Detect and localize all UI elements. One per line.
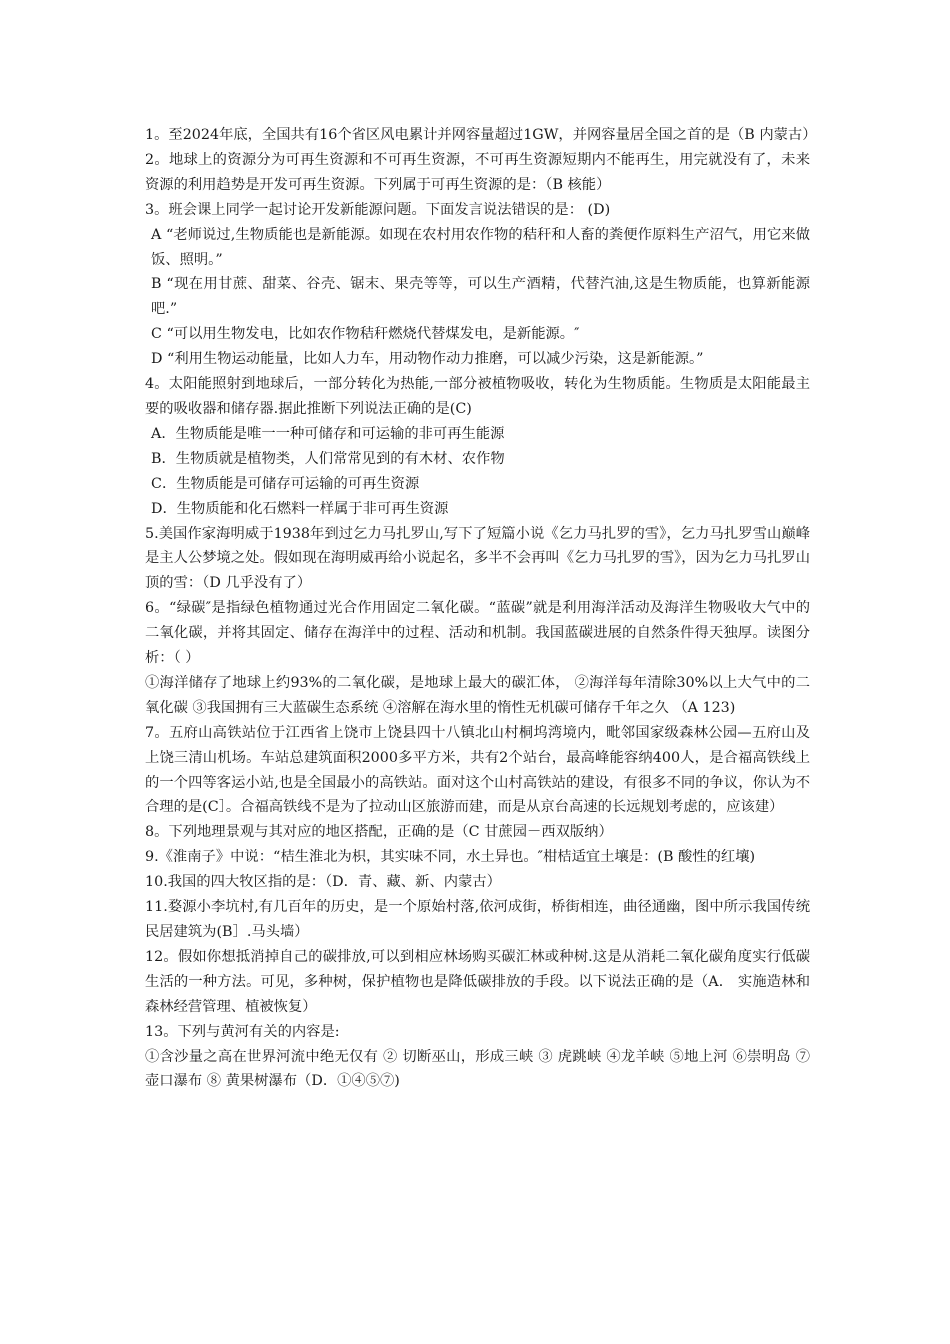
option-q4-b: B．生物质就是植物类，人们常常见到的有木材、农作物 <box>151 450 505 467</box>
option-q3-d: D “利用生物运动能量，比如人力车，用动物作动力推磨，可以减少污染，这是新能源。” <box>151 351 704 368</box>
paragraph-q8: 8。下列地理景观与其对应的地区搭配，正确的是（C 甘蔗园－西双版纳） <box>145 824 613 841</box>
option-q4-d: D．生物质能和化石燃料一样属于非可再生资源 <box>151 500 449 517</box>
document-body <box>145 123 817 1094</box>
option-q4-a: A．生物质能是唯一一种可储存和可运输的非可再生能源 <box>151 425 505 442</box>
option-q3-a: A “老师说过,生物质能也是新能源。如现在农村用农作物的秸秆和人畜的粪便作原料生产沼气，用它来做饭、照明。” <box>151 226 810 268</box>
paragraph-q11: 11.婺源小李坑村,有几百年的历史，是一个原始村落,依河成街，桥街相连，曲径通幽，图中所示我国传统民居建筑为(B］.马头墙） <box>145 899 810 940</box>
paragraph-q3: 3。班会课上同学一起讨论开发新能源问题。下面发言说法错误的是： (D) <box>145 201 611 218</box>
paragraph-q13-items: ①含沙量之高在世界河流中绝无仅有 ② 切断巫山，形成三峡 ③ 虎跳峡 ④龙羊峡 ⑤地上河 ⑥崇明岛 ⑦ 壶口瀑布 ⑧ 黄果树瀑布（D．①④⑤⑦) <box>145 1048 810 1090</box>
paragraph-q1: 1。至2024年底，全国共有16个省区风电累计并网容量超过1GW，并网容量居全国之首的是（B 内蒙古） <box>145 127 817 143</box>
option-q3-b: B “现在用甘蔗、甜菜、谷壳、锯末、果壳等等，可以生产酒精，代替汽油,这是生物质能，也算新能源吧.” <box>151 276 810 318</box>
paragraph-q9: 9.《淮南子》中说：“桔生淮北为枳，其实味不同，水土异也。″柑桔适宜土壤是：(B 酸性的红壤) <box>145 849 756 866</box>
paragraph-q13: 13。下列与黄河有关的内容是: <box>145 1023 340 1040</box>
paragraph-q5: 5.美国作家海明威于1938年到过乞力马扎罗山,写下了短篇小说《乞力马扎罗的雪》，乞力马扎罗雪山巅峰是主人公梦境之处。假如现在海明威再给小说起名，多半不会再叫《乞力马扎罗的雪》，因为乞力马扎罗山顶的雪：（D 几乎没有了） <box>145 525 810 592</box>
paragraph-q10: 10.我国的四大牧区指的是：（D．青、藏、新、内蒙古） <box>145 874 501 891</box>
paragraph-q2: 2。地球上的资源分为可再生资源和不可再生资源，不可再生资源短期内不能再生，用完就没有了，未来资源的利用趋势是开发可再生资源。下列属于可再生资源的是：（B 核能） <box>145 151 810 193</box>
paragraph-q7: 7。五府山高铁站位于江西省上饶市上饶县四十八镇北山村桐坞湾境内，毗邻国家级森林公园—五府山及上饶三清山机场。车站总建筑面积2000多平方米，共有2个站台，最高峰能容纳400人，是合福高铁线上的一个四等客运小站,也是全国最小的高铁站。面对这个山村高铁站的建设，有很多不同的争议，你认为不合理的是(C］。合福高铁线不是为了拉动山区旅游而建，而是从京台高速的长远规划考虑的，应该建） <box>145 724 810 816</box>
paragraph-q12: 12。假如你想抵消掉自己的碳排放,可以到相应林场购买碳汇林或种树.这是从消耗二氧化碳角度实行低碳生活的一种方法。可见，多种树，保护植物也是降低碳排放的手段。以下说法正确的是（A． 实施造林和森林经营管理、植被恢复） <box>145 948 810 1015</box>
paragraph-q6-items: ①海洋储存了地球上约93%的二氧化碳，是地球上最大的碳汇体， ②海洋每年清除30%以上大气中的二氧化碳 ③我国拥有三大蓝碳生态系统 ④溶解在海水里的惰性无机碳可储存千年之久 （A 123) <box>145 674 810 716</box>
paragraph-q4: 4。太阳能照射到地球后，一部分转化为热能,一部分被植物吸收，转化为生物质能。生物质是太阳能最主要的吸收器和储存器.据此推断下列说法正确的是(C) <box>145 376 810 417</box>
paragraph-q6: 6。“绿碳″是指绿色植物通过光合作用固定二氧化碳。“蓝碳”就是利用海洋活动及海洋生物吸收大气中的二氧化碳，并将其固定、储存在海洋中的过程、活动和机制。我国蓝碳进展的自然条件得天独厚。读图分析：（ ） <box>145 600 810 667</box>
option-q3-c: C “可以用生物发电，比如农作物秸秆燃烧代替煤发电，是新能源。″ <box>151 326 580 343</box>
option-q4-c: C．生物质能是可储存可运输的可再生资源 <box>151 475 420 492</box>
